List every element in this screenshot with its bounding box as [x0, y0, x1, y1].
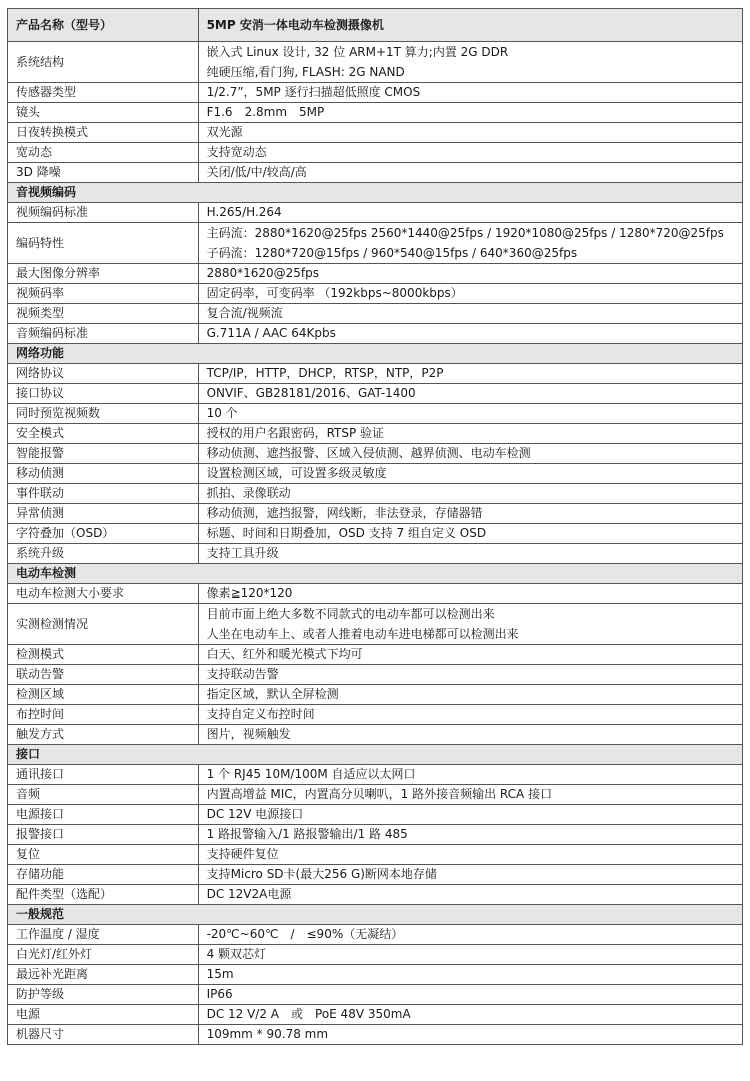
spec-value-line: ONVIF、GB28181/2016、GAT-1400	[206, 386, 416, 400]
spec-value-line: 设置检测区域，可设置多级灵敏度	[206, 466, 387, 480]
spec-value-line: 标题、时间和日期叠加，OSD 支持 7 组自定义 OSD	[206, 526, 487, 540]
spec-label: 系统结构	[8, 42, 199, 83]
spec-row	[8, 985, 743, 1005]
spec-value-line: 主码流：2880*1620@25fps 2560*1440@25fps / 1920*1080@25fps / 1280*720@25fps	[206, 226, 724, 240]
spec-label: 编码特性	[8, 223, 199, 264]
spec-value-line: 复合流/视频流	[206, 306, 283, 320]
spec-value	[198, 444, 742, 464]
spec-value-line: 支持硬件复位	[206, 847, 279, 861]
spec-value	[198, 384, 742, 404]
spec-row	[8, 785, 743, 805]
spec-label: 接口协议	[8, 384, 199, 404]
spec-value	[198, 42, 742, 83]
spec-value	[198, 685, 742, 705]
spec-label: 智能报警	[8, 444, 199, 464]
spec-value	[198, 645, 742, 665]
spec-label: 报警接口	[8, 825, 199, 845]
spec-label: 系统升级	[8, 544, 199, 564]
spec-value-line: F1.6 2.8mm 5MP	[206, 105, 325, 119]
spec-label: 事件联动	[8, 484, 199, 504]
spec-value	[198, 584, 742, 604]
spec-row	[8, 805, 743, 825]
spec-value-line: 4 颗双芯灯	[206, 947, 267, 961]
spec-value	[198, 404, 742, 424]
spec-row	[8, 444, 743, 464]
spec-row	[8, 1025, 743, 1045]
spec-label: 宽动态	[8, 143, 199, 163]
section-title: 一般规范	[8, 905, 743, 925]
spec-value	[198, 985, 742, 1005]
spec-row	[8, 42, 743, 83]
spec-value-line: 支持宽动态	[206, 145, 267, 159]
spec-label: 视频码率	[8, 284, 199, 304]
section-header-row	[8, 905, 743, 925]
spec-value-line: G.711A / AAC 64Kpbs	[206, 326, 336, 340]
spec-row	[8, 865, 743, 885]
spec-label: 电源	[8, 1005, 199, 1025]
spec-row	[8, 685, 743, 705]
spec-row	[8, 223, 743, 264]
section-title: 电动车检测	[8, 564, 743, 584]
spec-row	[8, 665, 743, 685]
spec-value	[198, 705, 742, 725]
spec-label: 移动侦测	[8, 464, 199, 484]
spec-value-line: 关闭/低/中/较高/高	[206, 165, 307, 179]
spec-row	[8, 945, 743, 965]
spec-value	[198, 424, 742, 444]
spec-label: 布控时间	[8, 705, 199, 725]
spec-label: 镜头	[8, 103, 199, 123]
spec-row	[8, 284, 743, 304]
spec-label: 最大图像分辨率	[8, 264, 199, 284]
spec-value-line: 支持工具升级	[206, 546, 279, 560]
spec-label: 电动车检测大小要求	[8, 584, 199, 604]
spec-row	[8, 384, 743, 404]
spec-row	[8, 103, 743, 123]
spec-row	[8, 304, 743, 324]
section-header-row	[8, 344, 743, 364]
spec-value	[198, 765, 742, 785]
spec-value-line: 嵌入式 Linux 设计, 32 位 ARM+1T 算力;内置 2G DDR	[206, 45, 509, 59]
spec-value-line: 109mm * 90.78 mm	[206, 1027, 329, 1041]
spec-value	[198, 163, 742, 183]
spec-table-body	[8, 9, 743, 1045]
spec-row	[8, 845, 743, 865]
spec-label: 复位	[8, 845, 199, 865]
spec-label: 存储功能	[8, 865, 199, 885]
spec-label: 音频	[8, 785, 199, 805]
spec-label: 视频类型	[8, 304, 199, 324]
spec-value	[198, 805, 742, 825]
spec-value-line: 移动侦测，遮挡报警，网线断，非法登录，存储器错	[206, 506, 483, 520]
spec-row	[8, 203, 743, 223]
spec-value-line: 10 个	[206, 406, 238, 420]
spec-value	[198, 825, 742, 845]
header-row	[8, 9, 743, 42]
spec-value-line: 指定区域，默认全屏检测	[206, 687, 339, 701]
spec-value	[198, 484, 742, 504]
spec-value-line: DC 12 V/2 A 或 PoE 48V 350mA	[206, 1007, 411, 1021]
spec-row	[8, 364, 743, 384]
spec-row	[8, 765, 743, 785]
spec-row	[8, 544, 743, 564]
spec-row	[8, 925, 743, 945]
spec-label: 防护等级	[8, 985, 199, 1005]
spec-row	[8, 645, 743, 665]
product-name-value: 5MP 安消一体电动车检测摄像机	[198, 9, 742, 42]
spec-label: 异常侦测	[8, 504, 199, 524]
spec-value-line: 白天、红外和暖光模式下均可	[206, 647, 363, 661]
spec-value-line: 1 个 RJ45 10M/100M 自适应以太网口	[206, 767, 416, 781]
spec-value	[198, 364, 742, 384]
section-title: 接口	[8, 745, 743, 765]
section-header-row	[8, 564, 743, 584]
spec-row	[8, 1005, 743, 1025]
spec-value	[198, 665, 742, 685]
section-header-row	[8, 745, 743, 765]
spec-row	[8, 484, 743, 504]
section-title: 音视频编码	[8, 183, 743, 203]
spec-value-line: DC 12V 电源接口	[206, 807, 304, 821]
spec-label: 触发方式	[8, 725, 199, 745]
spec-label: 最远补光距离	[8, 965, 199, 985]
spec-row	[8, 264, 743, 284]
spec-value-line: 固定码率，可变码率 （192kbps~8000kbps）	[206, 286, 463, 300]
spec-value	[198, 725, 742, 745]
spec-value-line: -20℃~60℃ / ≤90%（无凝结）	[206, 927, 404, 941]
spec-label: 通讯接口	[8, 765, 199, 785]
product-name-label: 产品名称（型号）	[8, 9, 199, 42]
spec-value	[198, 865, 742, 885]
spec-value	[198, 925, 742, 945]
spec-value-line: 子码流：1280*720@15fps / 960*540@15fps / 640*360@25fps	[206, 246, 578, 260]
spec-label: 实测检测情况	[8, 604, 199, 645]
spec-value	[198, 223, 742, 264]
spec-value	[198, 544, 742, 564]
spec-value-line: 内置高增益 MIC，内置高分贝喇叭，1 路外接音频输出 RCA 接口	[206, 787, 553, 801]
spec-row	[8, 83, 743, 103]
spec-row	[8, 604, 743, 645]
section-title: 网络功能	[8, 344, 743, 364]
spec-label: 配件类型（选配）	[8, 885, 199, 905]
spec-value	[198, 83, 742, 103]
spec-value-line: TCP/IP，HTTP，DHCP，RTSP，NTP，P2P	[206, 366, 444, 380]
spec-label: 检测模式	[8, 645, 199, 665]
spec-label: 联动告警	[8, 665, 199, 685]
spec-label: 安全模式	[8, 424, 199, 444]
spec-value	[198, 123, 742, 143]
spec-value-line: 双光源	[206, 125, 243, 139]
spec-row	[8, 524, 743, 544]
spec-row	[8, 163, 743, 183]
spec-value	[198, 504, 742, 524]
spec-label: 检测区域	[8, 685, 199, 705]
spec-value-line: 支持自定义布控时间	[206, 707, 315, 721]
spec-value-line: 图片，视频触发	[206, 727, 291, 741]
spec-label: 视频编码标准	[8, 203, 199, 223]
spec-label: 工作温度 / 湿度	[8, 925, 199, 945]
spec-value-line: 1/2.7”，5MP 逐行扫描超低照度 CMOS	[206, 85, 421, 99]
spec-value	[198, 103, 742, 123]
spec-value-line: 支持Micro SD卡(最大256 G)断网本地存储	[206, 867, 437, 881]
spec-value	[198, 464, 742, 484]
spec-value	[198, 203, 742, 223]
spec-value-line: 2880*1620@25fps	[206, 266, 320, 280]
spec-value-line: 1 路报警输入/1 路报警输出/1 路 485	[206, 827, 408, 841]
spec-label: 电源接口	[8, 805, 199, 825]
spec-value-line: 抓拍、录像联动	[206, 486, 291, 500]
spec-value-line: 授权的用户名跟密码，RTSP 验证	[206, 426, 385, 440]
spec-label: 字符叠加（OSD）	[8, 524, 199, 544]
spec-row	[8, 504, 743, 524]
spec-value	[198, 945, 742, 965]
spec-value	[198, 1005, 742, 1025]
spec-value	[198, 304, 742, 324]
spec-row	[8, 324, 743, 344]
spec-value	[198, 143, 742, 163]
spec-value-line: DC 12V2A电源	[206, 887, 292, 901]
spec-value	[198, 785, 742, 805]
spec-value	[198, 264, 742, 284]
spec-table	[7, 8, 743, 1045]
spec-label: 网络协议	[8, 364, 199, 384]
spec-value	[198, 845, 742, 865]
spec-value-line: 人坐在电动车上、或者人推着电动车进电梯都可以检测出来	[206, 627, 519, 641]
spec-row	[8, 584, 743, 604]
spec-value-line: 15m	[206, 967, 234, 981]
spec-row	[8, 965, 743, 985]
spec-value	[198, 524, 742, 544]
spec-label: 3D 降噪	[8, 163, 199, 183]
spec-row	[8, 404, 743, 424]
spec-label: 机器尺寸	[8, 1025, 199, 1045]
spec-row	[8, 705, 743, 725]
spec-row	[8, 464, 743, 484]
spec-row	[8, 725, 743, 745]
spec-value-line: 像素≧120*120	[206, 586, 293, 600]
spec-label: 日夜转换模式	[8, 123, 199, 143]
spec-row	[8, 825, 743, 845]
spec-label: 同时预览视频数	[8, 404, 199, 424]
section-header-row	[8, 183, 743, 203]
spec-value-line: 目前市面上绝大多数不同款式的电动车都可以检测出来	[206, 607, 495, 621]
spec-value	[198, 965, 742, 985]
spec-value	[198, 604, 742, 645]
spec-label: 传感器类型	[8, 83, 199, 103]
spec-value-line: 纯硬压缩,看门狗, FLASH: 2G NAND	[206, 65, 405, 79]
spec-value	[198, 885, 742, 905]
spec-row	[8, 123, 743, 143]
spec-row	[8, 143, 743, 163]
spec-value-line: H.265/H.264	[206, 205, 282, 219]
spec-value	[198, 284, 742, 304]
spec-row	[8, 424, 743, 444]
spec-value	[198, 1025, 742, 1045]
spec-row	[8, 885, 743, 905]
spec-label: 音频编码标准	[8, 324, 199, 344]
spec-value-line: IP66	[206, 987, 233, 1001]
spec-value-line: 支持联动告警	[206, 667, 279, 681]
spec-value	[198, 324, 742, 344]
spec-value-line: 移动侦测、遮挡报警、区域入侵侦测、越界侦测、电动车检测	[206, 446, 531, 460]
spec-label: 白光灯/红外灯	[8, 945, 199, 965]
